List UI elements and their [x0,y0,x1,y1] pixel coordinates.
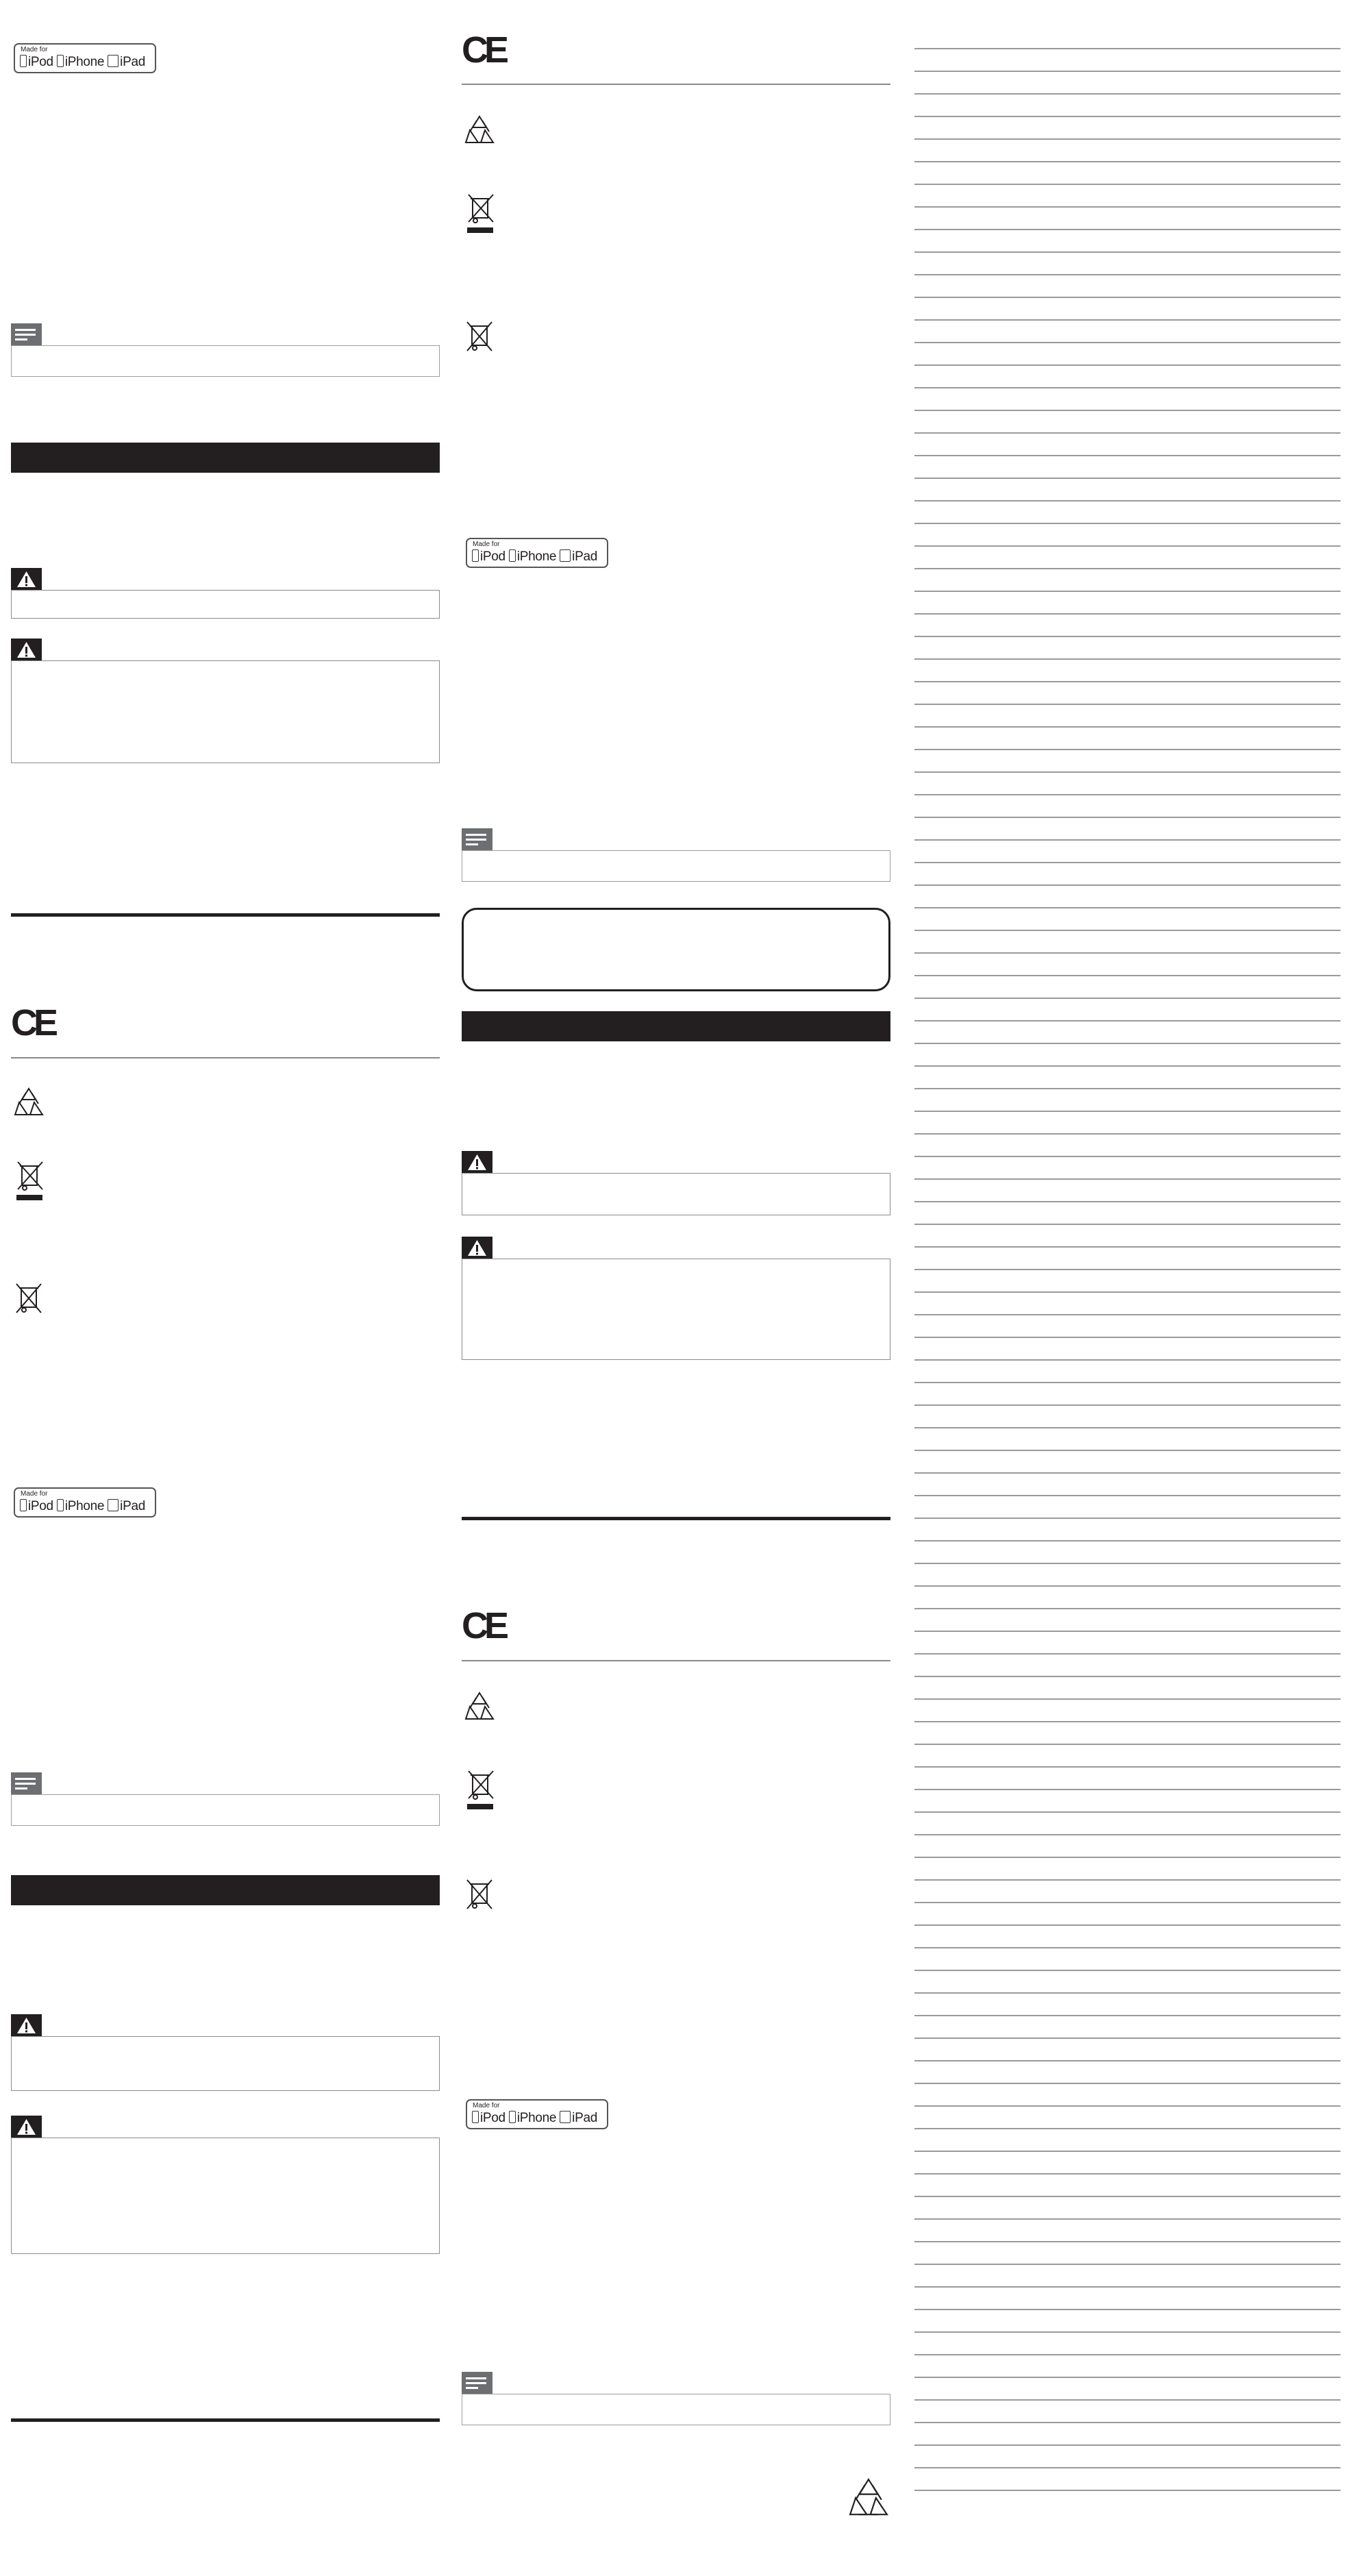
caution-box [462,1259,890,1360]
ipad-icon [108,55,119,67]
section-header-bar [11,443,440,473]
made-for-ipod-iphone-ipad-logo [14,1487,156,1518]
warning-box [462,1173,890,1215]
section-header-bar [462,1011,890,1041]
recycle-icon [462,1690,497,1723]
ce-mark: CE [11,1002,55,1043]
ce-mark: CE [462,29,506,71]
made-for-label: Made for [473,2102,500,2109]
ipod-icon [472,2111,479,2123]
iphone-icon [57,55,64,67]
made-for-label: Made for [21,1490,48,1498]
crossed-out-wheelie-bin-icon [464,319,495,355]
made-for-label: Made for [473,541,500,548]
warning-icon [462,1151,492,1174]
iphone-icon [57,1499,64,1511]
section-rule [11,913,440,917]
note-box [462,2394,890,2425]
section-rule [11,2418,440,2422]
section-header-bar [11,1875,440,1905]
caution-icon [11,2116,42,2138]
device-list: iPod iPhone iPad [472,2111,597,2126]
crossed-out-wheelie-bin-with-bar-icon [466,192,496,236]
warning-icon [11,568,42,591]
caution-box [11,2138,440,2254]
recycle-icon [11,1086,47,1119]
ipod-icon [20,55,27,67]
ipad-icon [560,549,571,562]
ruled-notes-lines [914,48,1340,2494]
crossed-out-wheelie-bin-icon [464,1877,495,1913]
warning-icon [11,2014,42,2037]
caution-icon [11,639,42,661]
made-for-ipod-iphone-ipad-logo [14,43,156,73]
ipad-icon [108,1499,119,1511]
made-for-label: Made for [21,46,48,53]
device-list: iPod iPhone iPad [472,549,597,565]
note-icon [11,1772,42,1794]
ce-mark: CE [462,1605,506,1646]
ipad-icon [560,2111,571,2123]
device-list: iPod iPhone iPad [20,55,145,70]
divider-line [462,84,890,85]
ipod-icon [20,1499,27,1511]
ipod-icon [472,549,479,562]
note-box [462,850,890,882]
note-box [11,345,440,377]
crossed-out-wheelie-bin-icon [14,1281,44,1317]
note-icon [11,323,42,345]
device-list: iPod iPhone iPad [20,1499,145,1514]
iphone-icon [509,2111,516,2123]
crossed-out-wheelie-bin-with-bar-icon [15,1159,45,1203]
caution-box [11,660,440,763]
made-for-ipod-iphone-ipad-logo [466,538,608,568]
warning-box [11,2036,440,2091]
rounded-callout-box [462,908,890,991]
note-icon [462,828,492,850]
recycle-icon [845,2475,893,2521]
divider-line [11,1057,440,1058]
section-rule [462,1517,890,1520]
caution-icon [462,1237,492,1259]
warning-box [11,590,440,619]
note-box [11,1794,440,1826]
divider-line [462,1660,890,1661]
iphone-icon [509,549,516,562]
made-for-ipod-iphone-ipad-logo [466,2099,608,2129]
crossed-out-wheelie-bin-with-bar-icon [466,1768,496,1812]
note-icon [462,2372,492,2394]
recycle-icon [462,114,497,147]
